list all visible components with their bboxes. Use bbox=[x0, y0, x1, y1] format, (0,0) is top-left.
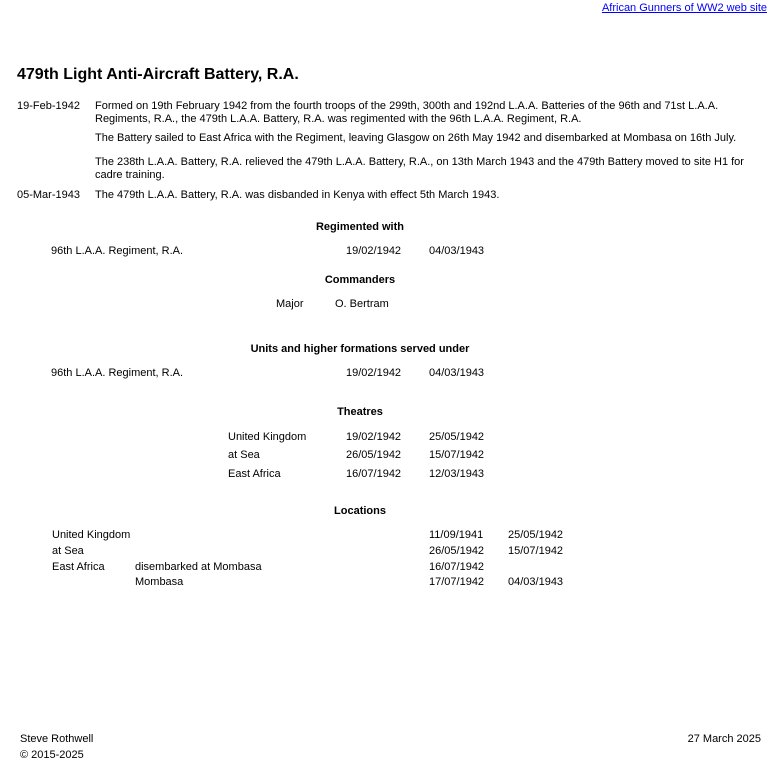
location-place: at Sea bbox=[52, 545, 84, 557]
commanders-heading: Commanders bbox=[324, 274, 396, 286]
theatre-name: at Sea bbox=[228, 449, 260, 461]
date-from: 19/02/1942 bbox=[346, 245, 402, 257]
event-date: 05-Mar-1943 bbox=[17, 189, 80, 201]
date-from: 26/05/1942 bbox=[346, 449, 402, 461]
date-to: 04/03/1943 bbox=[429, 245, 485, 257]
units-heading: Units and higher formations served under bbox=[250, 343, 470, 355]
footer-date: 27 March 2025 bbox=[687, 733, 761, 745]
location-detail: disembarked at Mombasa bbox=[135, 561, 262, 573]
location-detail: Mombasa bbox=[135, 576, 184, 588]
regimented-heading: Regimented with bbox=[315, 221, 404, 233]
date-from: 11/09/1941 bbox=[429, 529, 484, 541]
theatres-heading: Theatres bbox=[337, 406, 383, 418]
date-from: 16/07/1942 bbox=[346, 468, 402, 480]
date-from: 26/05/1942 bbox=[429, 545, 485, 557]
event-text: The Battery sailed to East Africa with the Regiment, leaving Glasgow on 26th May 1942 and disembarked at Mombasa on 16th July. bbox=[95, 132, 737, 144]
footer-author: Steve Rothwell bbox=[20, 733, 94, 745]
locations-heading: Locations bbox=[334, 505, 386, 517]
date-to: 12/03/1943 bbox=[429, 468, 485, 480]
date-to: 25/05/1942 bbox=[429, 431, 485, 443]
theatre-name: United Kingdom bbox=[228, 431, 307, 443]
date-to: 25/05/1942 bbox=[508, 529, 564, 541]
unit-name: 96th L.A.A. Regiment, R.A. bbox=[51, 367, 184, 379]
theatre-name: East Africa bbox=[228, 468, 281, 480]
page-title: 479th Light Anti-Aircraft Battery, R.A. bbox=[17, 66, 299, 83]
event-text: The 479th L.A.A. Battery, R.A. was disbanded in Kenya with effect 5th March 1943. bbox=[95, 189, 500, 201]
date-from: 17/07/1942 bbox=[429, 576, 485, 588]
regiment-name: 96th L.A.A. Regiment, R.A. bbox=[51, 245, 184, 257]
commander-name: O. Bertram bbox=[335, 298, 389, 310]
site-link[interactable]: African Gunners of WW2 web site bbox=[601, 2, 767, 14]
location-place: East Africa bbox=[52, 561, 105, 573]
date-from: 16/07/1942 bbox=[429, 561, 485, 573]
date-from: 19/02/1942 bbox=[346, 431, 402, 443]
footer-copyright: © 2015-2025 bbox=[20, 749, 84, 761]
event-text: The 238th L.A.A. Battery, R.A. relieved the 479th L.A.A. Battery, R.A., on 13th March 1943 and the 479th Battery moved to site H1 for cadre training. bbox=[95, 156, 744, 181]
date-to: 04/03/1943 bbox=[429, 367, 485, 379]
date-to: 15/07/1942 bbox=[429, 449, 485, 461]
date-to: 15/07/1942 bbox=[508, 545, 564, 557]
event-date: 19-Feb-1942 bbox=[17, 100, 80, 112]
date-from: 19/02/1942 bbox=[346, 367, 402, 379]
event-text: Formed on 19th February 1942 from the fourth troops of the 299th, 300th and 192nd L.A.A. Batteries of the 96th and 71st L.A.A. Regiments, R.A., the 479th L.A.A. Battery, R.A. was regimented with the 96th L.A.A. Regiment, R.A. bbox=[95, 100, 719, 125]
date-to: 04/03/1943 bbox=[508, 576, 564, 588]
commander-rank: Major bbox=[276, 298, 304, 310]
location-place: United Kingdom bbox=[52, 529, 131, 541]
